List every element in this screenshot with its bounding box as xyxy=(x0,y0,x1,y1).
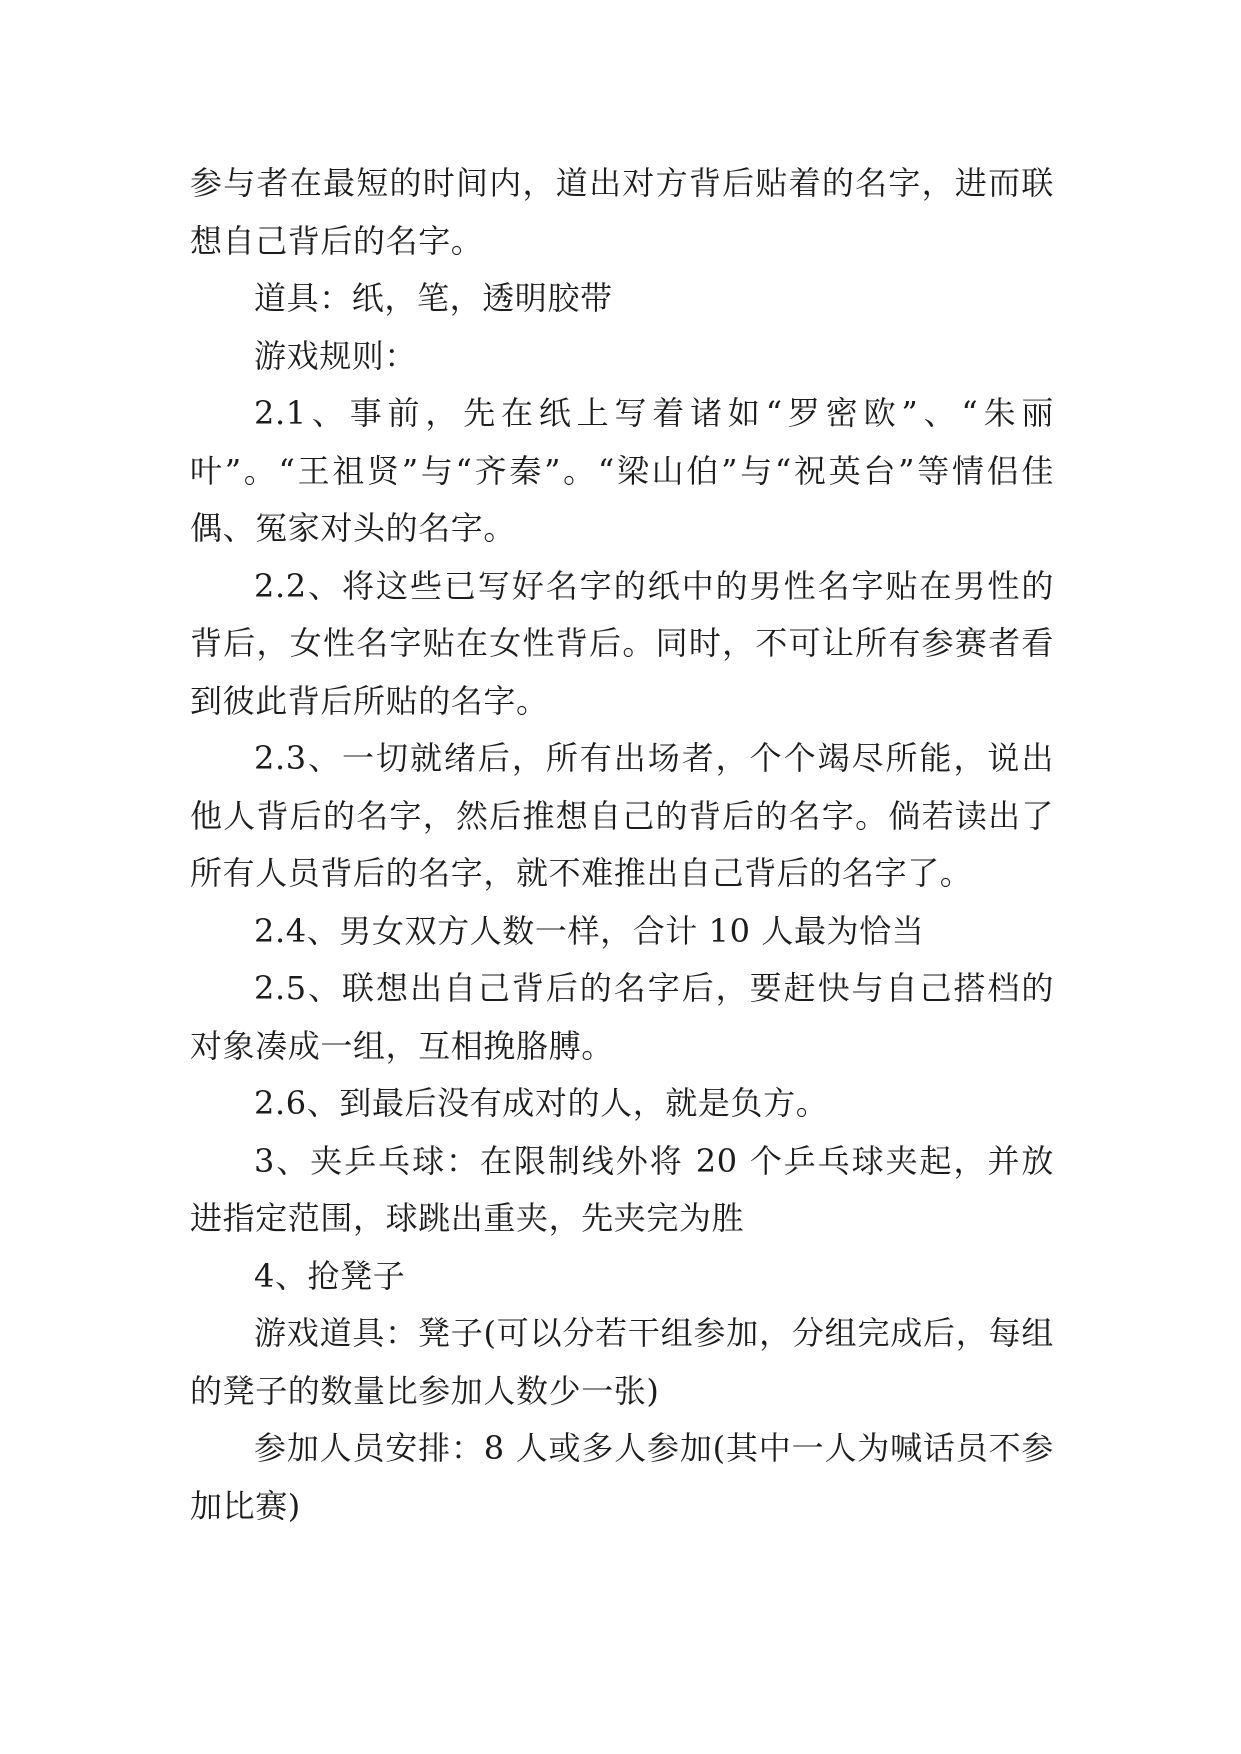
paragraph-rule-2-2: 2.2、将这些已写好名字的纸中的男性名字贴在男性的背后，女性名字贴在女性背后。同时，不可让所有参赛者看到彼此背后所贴的名字。 xyxy=(190,566,1054,720)
paragraph-rule-2-5: 2.5、联想出自己背后的名字后，要赶快与自己搭档的对象凑成一组，互相挽胳膊。 xyxy=(190,969,1054,1065)
paragraph-rule-2-1: 2.1、事前，先在纸上写着诸如“罗密欧”、“朱丽叶”。“王祖贤”与“齐秦”。“梁山伯”与“祝英台”等情侣佳偶、冤家对头的名字。 xyxy=(190,394,1054,547)
paragraph-game-4-participants: 参加人员安排：8 人或多人参加(其中一人为喊话员不参加比赛) xyxy=(190,1429,1054,1525)
paragraph-rule-2-6: 2.6、到最后没有成对的人，就是负方。 xyxy=(254,1084,829,1122)
paragraph-game-4-heading: 4、抢凳子 xyxy=(254,1256,406,1295)
paragraph-props: 道具：纸，笔，透明胶带 xyxy=(254,279,613,317)
paragraph-rules-heading: 游戏规则： xyxy=(254,336,418,375)
paragraph-game-3: 3、夹乒乓球：在限制线外将 20 个乒乓球夹起，并放进指定范围，球跳出重夹，先夹完为胜 xyxy=(190,1141,1054,1237)
paragraph-rule-2-3: 2.3、一切就绪后，所有出场者，个个竭尽所能，说出他人背后的名字，然后推想自己的背后的名字。倘若读出了所有人员背后的名字，就不难推出自己背后的名字了。 xyxy=(190,739,1054,892)
paragraph-intro: 参与者在最短的时间内，道出对方背后贴着的名字，进而联想自己背后的名字。 xyxy=(190,164,1054,260)
paragraph-rule-2-4: 2.4、男女双方人数一样，合计 10 人最为恰当 xyxy=(254,911,925,950)
document-body xyxy=(190,155,1054,1535)
paragraph-game-4-props: 游戏道具：凳子(可以分若干组参加，分组完成后，每组的凳子的数量比参加人数少一张) xyxy=(190,1314,1054,1410)
